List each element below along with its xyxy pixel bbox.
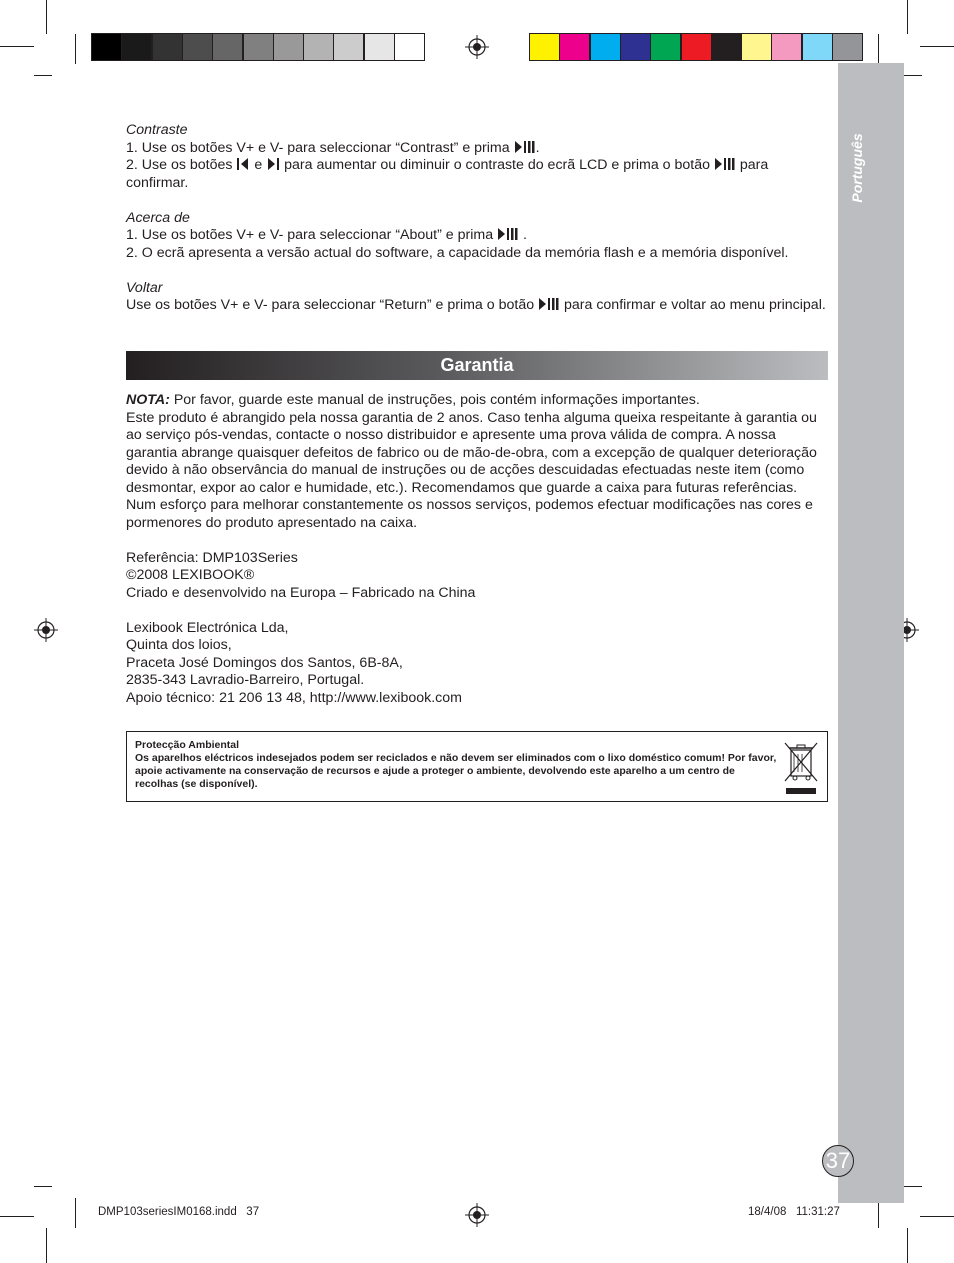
address-line: 2835-343 Lavradio-Barreiro, Portugal. [126,672,365,688]
color-swatch [832,33,863,61]
crop-mark [907,1228,908,1263]
crop-mark [0,1216,34,1217]
play-pause-icon [714,157,736,171]
color-swatch [529,33,560,61]
crop-mark [34,1186,52,1187]
crop-mark [904,1186,922,1187]
crop-mark [46,0,47,34]
crop-mark [0,46,34,47]
file-slug: DMP103seriesIM0168.indd 37 [98,1206,260,1218]
date-slug: 18/4/08 11:31:27 [748,1206,840,1218]
page-number: 37 [822,1145,854,1177]
play-pause-icon [538,297,560,311]
color-swatch [182,33,213,61]
about-step-1 [126,227,828,245]
color-swatch [212,33,243,61]
warranty-section [126,392,828,707]
contrast-step-1 [126,140,828,158]
about-step-2: 2. O ecrã apresenta a versão actual do software, a capacidade da memória flash e a memória disponível. [126,244,789,261]
contrast-step-2 [126,157,828,192]
note-label: NOTA: [126,392,170,408]
product-reference: Referência: DMP103Series [126,549,298,566]
color-swatch [620,33,651,61]
next-icon [266,157,280,171]
warranty-note [126,392,828,410]
language-label [849,125,869,215]
address-line: Quinta dos loios, [126,637,232,653]
crop-mark [907,0,908,34]
language-text: Português [849,133,865,203]
color-swatch [802,33,833,61]
color-swatch [681,33,712,61]
color-swatch [741,33,772,61]
color-swatch [711,33,742,61]
environment-notice [126,731,828,802]
color-swatch [333,33,364,61]
text: 1. Use os botões V+ e V- para seleccionar “Contrast” e prima [126,139,514,156]
address-line: Lexibook Electrónica Lda, [126,619,289,636]
text: . [519,227,527,243]
warranty-heading: Garantia [440,355,514,375]
color-swatch [273,33,304,61]
text: 1. Use os botões V+ e V- para seleccionar “About” e prima [126,227,498,243]
origin: Criado e desenvolvido na Europa – Fabricado na China [126,584,476,601]
color-swatch [152,33,183,61]
color-swatch [771,33,802,61]
back-title: Voltar [126,279,163,296]
language-sidebar [838,63,904,1203]
warranty-heading-banner [126,351,828,380]
crop-mark [34,75,52,76]
crossed-bin-icon [782,740,820,796]
text: 2. Use os botões [126,157,237,173]
color-swatch [364,33,395,61]
text: Use os botões V+ e V- para seleccionar “Return” e prima o botão [126,297,539,313]
color-swatch [91,33,122,61]
crop-mark [75,34,76,64]
support-line: Apoio técnico: 21 206 13 48, http://www.lexibook.com [126,689,462,706]
environment-text: Os aparelhos eléctricos indesejados podem ser reciclados e não devem ser eliminados com o lixo doméstico comum! Por favor, apoie activamente na conservação de recursos e ajude a proteger o ambiente, devolvendo este aparelho a um centro de recolhas (se disponível). [135,752,777,790]
text: e [250,157,267,173]
warranty-body: Este produto é abrangido pela nossa garantia de 2 anos. Caso tenha alguma queixa respeitante à garantia ou ao serviço pós-vendas, contacte o nosso distribuidor e apresente uma prova válida de compra. A nossa garantia abrange quaisquer defeitos de fabrico ou de mão-de-obra, com a excepção de qualquer deterioração devido à não observância do manual de instruções ou de acções descuidadas efectuadas neste item (como desmontar, expor ao calor e humidade, etc.). Recomendamos que guarde a caixa para futuras referências. Num esforço para melhorar constantemente os nossos serviços, podemos efectuar modificações nas cores e pormenores do produto apresentado na caixa. [126,409,817,531]
color-swatch [650,33,681,61]
registration-mark-icon [465,35,489,59]
text: para aumentar ou diminuir o contraste do ecrã LCD e prima o botão [280,157,714,173]
previous-icon [236,157,250,171]
text: . [535,139,540,156]
color-swatch [303,33,334,61]
contrast-title: Contraste [126,122,188,138]
color-swatch [394,33,425,61]
registration-mark-icon [465,1203,489,1227]
play-pause-icon [514,140,536,154]
address-line: Praceta José Domingos dos Santos, 6B-8A, [126,654,403,671]
registration-mark-icon [34,618,58,642]
about-title: Acerca de [126,209,190,226]
color-swatch [121,33,152,61]
crop-mark [878,34,879,64]
color-swatch [243,33,274,61]
back-step [126,297,828,315]
crop-mark [920,1216,954,1217]
text: para confirmar e voltar ao menu principal. [560,297,826,313]
crop-mark [46,1228,47,1263]
text: para confirmar. [126,157,769,191]
color-swatch [590,33,621,61]
settings-section [126,122,828,315]
note-text: Por favor, guarde este manual de instruções, pois contém informações importantes. [169,392,700,408]
crop-mark [920,46,954,47]
crop-mark [904,75,922,76]
play-pause-icon [497,227,519,241]
crop-mark [75,1198,76,1228]
environment-title: Protecção Ambiental [135,739,240,751]
copyright: ©2008 LEXIBOOK® [126,567,255,583]
color-swatch [559,33,590,61]
